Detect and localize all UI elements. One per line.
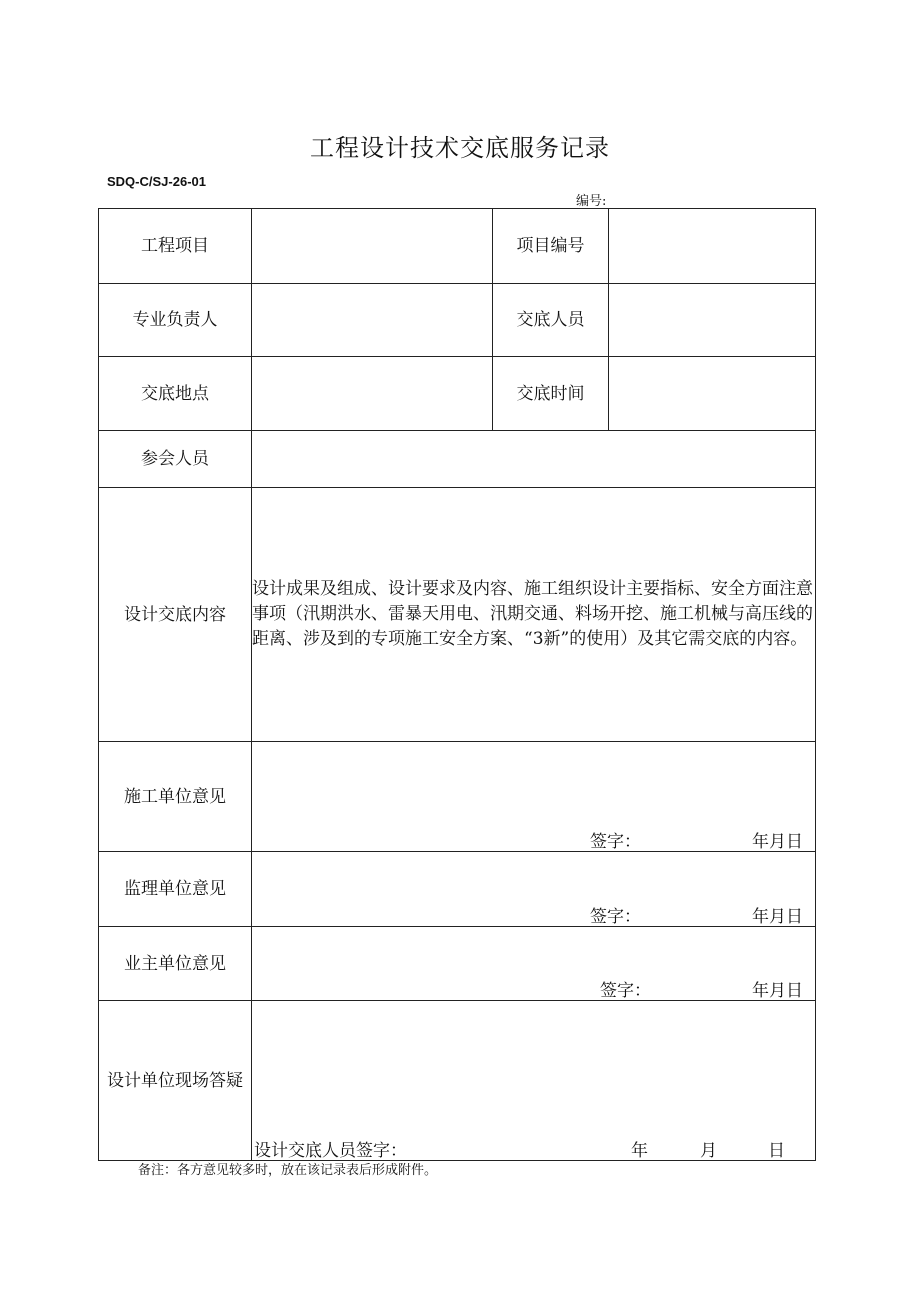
row-supervision-opinion <box>99 852 816 927</box>
supervision-opinion-field[interactable] <box>252 852 816 927</box>
document-code: SDQ-C/SJ-26-01 <box>107 174 206 189</box>
page-title: 工程设计技术交底服务记录 <box>310 134 610 162</box>
presenter-label: 交底人员 <box>493 284 609 357</box>
project-no-label: 项目编号 <box>493 209 609 284</box>
owner-sign-label: 签字： <box>600 981 651 1001</box>
qa-year-label: 年 <box>631 1141 648 1161</box>
row-specialist <box>99 284 816 357</box>
footer-note: 备注：各方意见较多时，放在该记录表后形成附件。 <box>138 1163 438 1178</box>
row-attendees <box>99 431 816 488</box>
owner-opinion-label: 业主单位意见 <box>99 927 252 1001</box>
attendees-field[interactable] <box>252 431 816 488</box>
construction-date-label: 年月日 <box>752 832 803 852</box>
qa-sign-label: 设计交底人员签字： <box>254 1141 407 1161</box>
row-project <box>99 209 816 284</box>
time-label: 交底时间 <box>493 357 609 431</box>
construction-opinion-field[interactable] <box>252 742 816 852</box>
project-field[interactable] <box>252 209 493 284</box>
qa-day-label: 日 <box>768 1141 785 1161</box>
project-no-field[interactable] <box>609 209 816 284</box>
design-qa-label: 设计单位现场答疑 <box>99 1001 252 1161</box>
row-content <box>99 488 816 742</box>
supervision-date-label: 年月日 <box>752 907 803 927</box>
serial-number-label: 编号: <box>576 194 607 209</box>
project-label: 工程项目 <box>99 209 252 284</box>
specialist-field[interactable] <box>252 284 493 357</box>
row-owner-opinion <box>99 927 816 1001</box>
attendees-label: 参会人员 <box>99 431 252 488</box>
supervision-sign-label: 签字： <box>590 907 641 927</box>
construction-sign-label: 签字： <box>590 832 641 852</box>
supervision-opinion-label: 监理单位意见 <box>99 852 252 927</box>
location-label: 交底地点 <box>99 357 252 431</box>
row-construction-opinion <box>99 742 816 852</box>
row-design-qa <box>99 1001 816 1161</box>
record-table <box>98 208 816 1161</box>
qa-month-label: 月 <box>700 1141 717 1161</box>
location-field[interactable] <box>252 357 493 431</box>
time-field[interactable] <box>609 357 816 431</box>
content-text[interactable]: 设计成果及组成、设计要求及内容、施工组织设计主要指标、安全方面注意事项（汛期洪水、雷暴天用电、汛期交通、料场开挖、施工机械与高压线的距离、涉及到的专项施工安全方案、“3新”的使用）及其它需交底的内容。 <box>252 488 816 742</box>
construction-opinion-label: 施工单位意见 <box>99 742 252 852</box>
specialist-label: 专业负责人 <box>99 284 252 357</box>
owner-opinion-field[interactable] <box>252 927 816 1001</box>
row-location <box>99 357 816 431</box>
presenter-field[interactable] <box>609 284 816 357</box>
design-qa-field[interactable] <box>252 1001 816 1161</box>
owner-date-label: 年月日 <box>752 981 803 1001</box>
content-label: 设计交底内容 <box>99 488 252 742</box>
